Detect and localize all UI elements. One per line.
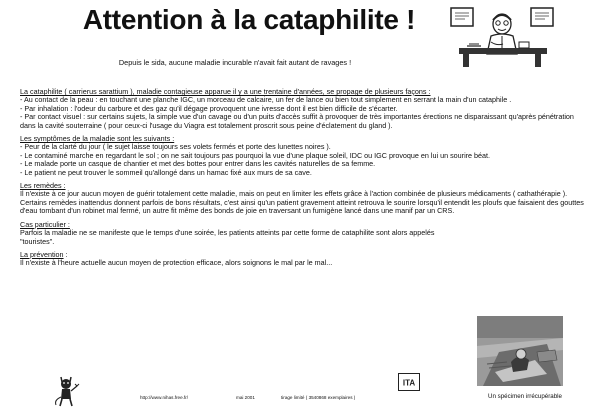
paragraph: Il n'existe à l'heure actuelle aucun moyen de protection efficace, alors soignons le mal par le mal...: [20, 258, 333, 268]
list-item: - Le contaminé marche en regardant le sol ; on ne sait toujours pas pourquoi la vue d'une plaque soleil, IDC ou IGC provoque en lui un sourire béat.: [20, 150, 491, 160]
paragraph: Parfois la maladie ne se manifeste que le temps d'une soirée, les patients atteints par cette forme de cataphilite sont alors appelés "touristes".: [20, 228, 435, 246]
section-heading: Cas particulier :: [20, 219, 70, 229]
section-symptoms: [20, 135, 588, 177]
footer-print-run: tirage limité ( 3540868 exemplaires ): [281, 395, 356, 400]
section-special-case: [20, 221, 450, 246]
section-remedies: [20, 182, 588, 216]
section-heading: Les remèdes :: [20, 181, 66, 191]
publisher-logo: [398, 373, 420, 391]
footer-url: http://www.nihas.free.fr/: [140, 395, 188, 400]
list-item: - Le malade porte un casque de chantier et met des bottes pour entrer dans les cavités naturelles de sa femme.: [20, 159, 376, 169]
section-transmission: [20, 88, 588, 130]
list-item: - Au contact de la peau : en touchant une planche IGC, un morceau de calcaire, un fer de lance ou bien tout simplement en serrant la main d'un cataphile .: [20, 95, 512, 105]
page-title: Attention à la cataphilite !: [82, 4, 416, 35]
paragraph: Il n'existe à ce jour aucun moyen de guérir totalement cette maladie, mais on peut en limiter les effets grâce à l'action combinée de plusieurs médicaments ( cathathérapie ).: [20, 189, 568, 199]
list-item: - Par contact visuel : sur certains sujets, la simple vue d'un cavage ou d'un puits d'accès suffit à provoquer de très importantes érections ne disparaissant qu'après pénétration dans la cavité souterraine ( pour ceux-ci l'usage du Viagra est totalement proscrit sous peine d'éclatement du gland ).: [20, 112, 574, 130]
section-heading: La cataphilite ( carrierus sarattium ), maladie contagieuse apparue il y a une trentaine d'années, se propage de plusieurs façons :: [20, 87, 431, 96]
devil-icon: [52, 372, 80, 408]
paragraph: Certains remèdes inattendus donnent parfois de bons résultats, c'est ainsi qu'un patient gravement atteint retrouva le sourire lorsqu'il entendit les ploufs que faisaient des gouttes d'eau tombant d'un robinet mal fermé, un autre fit même des bonds de joie en traversant un fumigène lancé dans une manif par un CRS.: [20, 197, 584, 216]
doctor-cartoon-icon: [447, 2, 557, 68]
body-content: [20, 88, 588, 273]
section-prevention: La prévention : Il n'existe à l'heure actuelle aucun moyen de protection efficace, alors soignons le mal par le mal...: [20, 251, 450, 268]
list-item: - Le patient ne peut trouver le sommeil qu'allongé dans un hamac fixé aux murs de sa cave.: [20, 167, 312, 177]
specimen-caption: Un spécimen irrécupérable: [488, 393, 562, 400]
svg-text:ITA: ITA: [402, 378, 416, 388]
section-heading: La prévention: [20, 249, 64, 259]
list-item: - Par inhalation : l'odeur du carbure et des gaz qu'il dégage provoquent une ivresse dont il est bien difficile de s'écarter.: [20, 103, 398, 113]
specimen-photo: [477, 316, 563, 386]
section-heading: Les symptômes de la maladie sont les suivants :: [20, 134, 175, 144]
footer-date: mai 2001: [236, 395, 255, 400]
page-subtitle: Depuis le sida, aucune maladie incurable n'avait fait autant de ravages !: [118, 58, 352, 67]
list-item: - Peur de la clarté du jour ( le sujet laisse toujours ses volets fermés et porte des lunettes noires ).: [20, 142, 331, 152]
